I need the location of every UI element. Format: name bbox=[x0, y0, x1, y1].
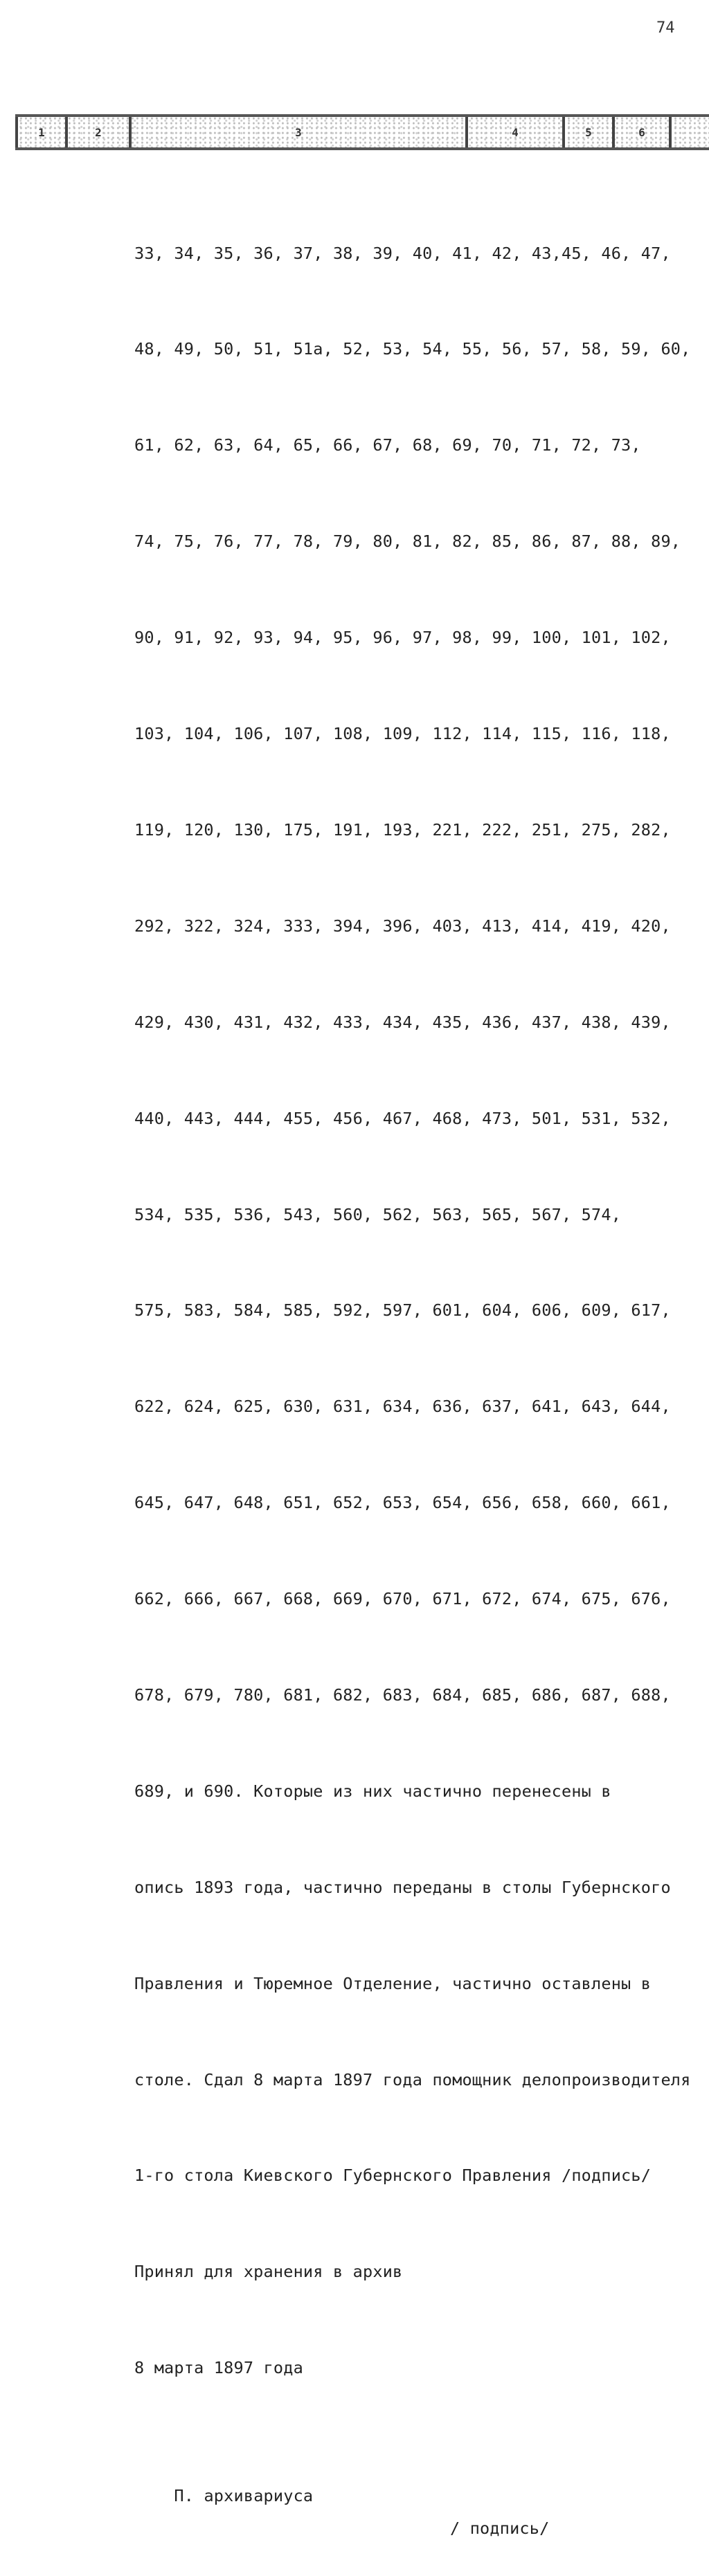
text-line-9: 429, 430, 431, 432, 433, 434, 435, 436, 437, 438, 439, bbox=[134, 1012, 671, 1032]
header-column-2: 2 bbox=[65, 117, 129, 147]
page-number: 74 bbox=[656, 19, 675, 37]
text-line-15: 662, 666, 667, 668, 669, 670, 671, 672, 674, 675, 676, bbox=[134, 1589, 671, 1609]
signature-role: П. архивариуса bbox=[174, 2486, 314, 2506]
signature-placeholder: / подпись/ bbox=[450, 2518, 550, 2538]
text-line-23: 8 марта 1897 года bbox=[134, 2358, 303, 2378]
text-line-13: 622, 624, 625, 630, 631, 634, 636, 637, 641, 643, 644, bbox=[134, 1397, 671, 1417]
text-line-22: Принял для хранения в архив bbox=[134, 2262, 403, 2282]
document-body bbox=[134, 173, 695, 2538]
text-line-18: опись 1893 года, частично переданы в столы Губернского bbox=[134, 1877, 671, 1897]
signature-line bbox=[134, 2448, 695, 2538]
text-line-4: 74, 75, 76, 77, 78, 79, 80, 81, 82, 85, 86, 87, 88, 89, bbox=[134, 532, 681, 552]
text-line-17: 689, и 690. Которые из них частично перенесены в bbox=[134, 1781, 611, 1801]
text-line-21: 1-го стола Киевского Губернского Правления /подпись/ bbox=[134, 2166, 652, 2186]
text-line-19: Правления и Тюремное Отделение, частично оставлены в bbox=[134, 1973, 652, 1993]
text-line-3: 61, 62, 63, 64, 65, 66, 67, 68, 69, 70, 71, 72, 73, bbox=[134, 435, 641, 455]
text-line-2: 48, 49, 50, 51, 51а, 52, 53, 54, 55, 56, 57, 58, 59, 60, bbox=[134, 339, 691, 359]
header-column-5: 5 bbox=[562, 117, 612, 147]
text-line-5: 90, 91, 92, 93, 94, 95, 96, 97, 98, 99, 100, 101, 102, bbox=[134, 628, 671, 648]
text-line-10: 440, 443, 444, 455, 456, 467, 468, 473, 501, 531, 532, bbox=[134, 1108, 671, 1128]
text-line-6: 103, 104, 106, 107, 108, 109, 112, 114, 115, 116, 118, bbox=[134, 724, 671, 744]
text-line-20: столе. Сдал 8 марта 1897 года помощник делопроизводителя bbox=[134, 2069, 691, 2089]
header-column-1: 1 bbox=[15, 117, 65, 147]
text-line-11: 534, 535, 536, 543, 560, 562, 563, 565, 567, 574, bbox=[134, 1204, 622, 1224]
text-line-1: 33, 34, 35, 36, 37, 38, 39, 40, 41, 42, 43,45, 46, 47, bbox=[134, 243, 671, 263]
header-column-6: 6 bbox=[612, 117, 672, 147]
text-line-16: 678, 679, 780, 681, 682, 683, 684, 685, 686, 687, 688, bbox=[134, 1685, 671, 1705]
text-line-7: 119, 120, 130, 175, 191, 193, 221, 222, 251, 275, 282, bbox=[134, 819, 671, 840]
table-header-band bbox=[15, 114, 709, 150]
header-column-4: 4 bbox=[465, 117, 562, 147]
text-line-14: 645, 647, 648, 651, 652, 653, 654, 656, 658, 660, 661, bbox=[134, 1493, 671, 1513]
text-line-8: 292, 322, 324, 333, 394, 396, 403, 413, 414, 419, 420, bbox=[134, 916, 671, 936]
header-column-3: 3 bbox=[129, 117, 465, 147]
text-line-12: 575, 583, 584, 585, 592, 597, 601, 604, 606, 609, 617, bbox=[134, 1300, 671, 1321]
